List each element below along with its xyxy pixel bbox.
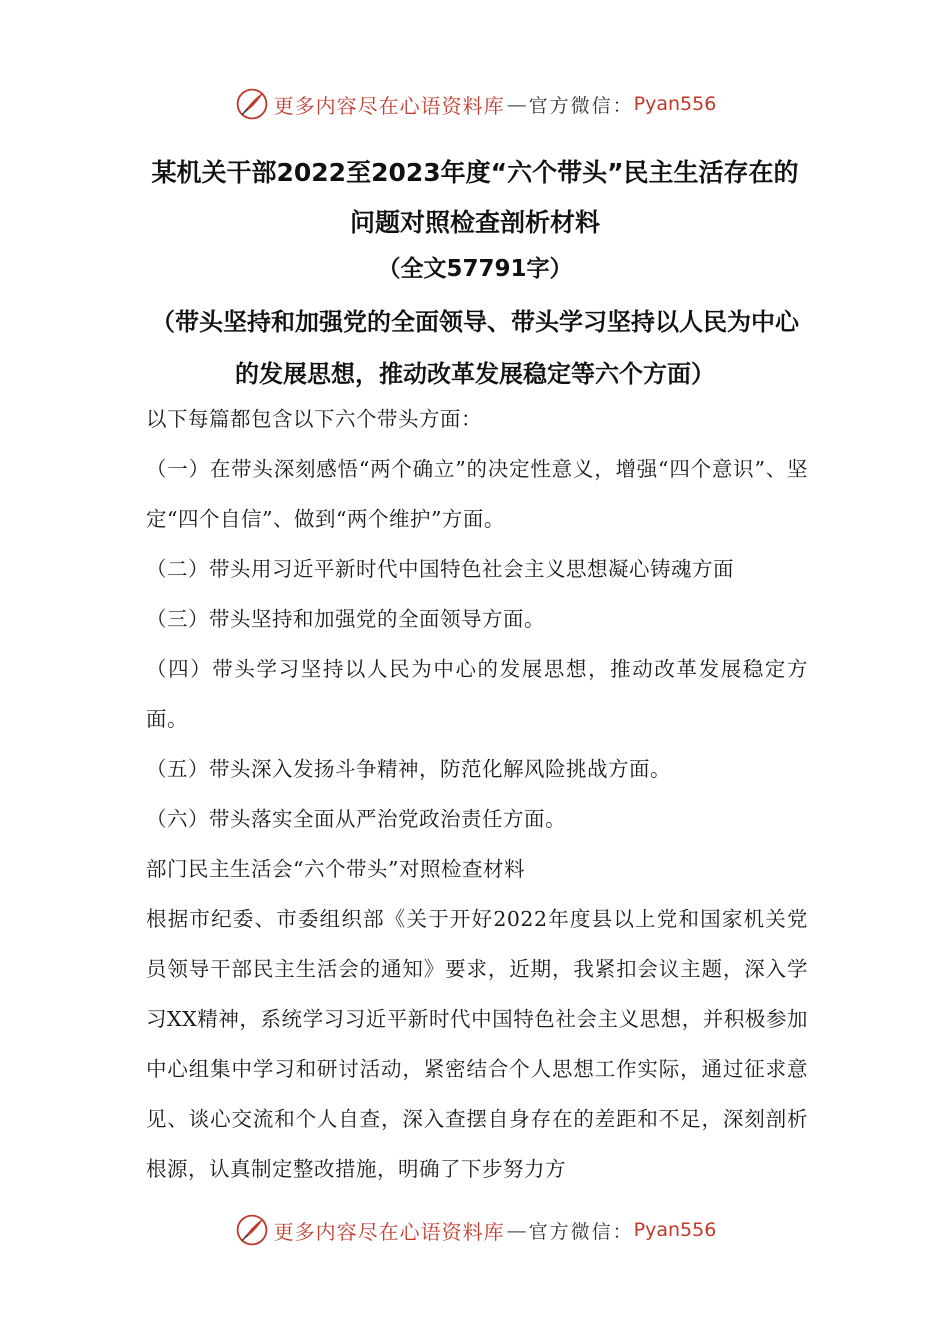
- word-count: （全文57791字）: [377, 256, 573, 282]
- quill-logo-icon: [234, 86, 270, 122]
- quill-logo-icon: [234, 1212, 270, 1248]
- list-item: （二）带头用习近平新时代中国特色社会主义思想凝心铸魂方面: [146, 557, 734, 581]
- footer-banner: [0, 1210, 950, 1250]
- banner-wechat-label: 官方微信：: [528, 1220, 634, 1243]
- document-title: 某机关干部2022至2023年度“六个带头”民主生活存在的问题对照检查剖析材料: [151, 158, 799, 237]
- banner-wechat-label: 官方微信：: [528, 94, 634, 117]
- intro-line: 以下每篇都包含以下六个带头方面：: [146, 407, 482, 431]
- list-item: （三）带头坚持和加强党的全面领导方面。: [146, 607, 545, 631]
- banner-wechat-id: Pyan556: [633, 93, 717, 115]
- header-banner: [0, 84, 950, 124]
- banner-dash: —: [506, 92, 527, 116]
- banner-wechat-id: Pyan556: [633, 1219, 717, 1241]
- list-item: （六）带头落实全面从严治党政治责任方面。: [146, 807, 566, 831]
- document-subtitle: （带头坚持和加强党的全面领导、带头学习坚持以人民为中心的发展思想，推动改革发展稳定等六个方面）: [151, 308, 799, 388]
- section-title: 部门民主生活会“六个带头”对照检查材料: [146, 857, 525, 881]
- list-item: （一）在带头深刻感悟“两个确立”的决定性意义，增强“四个意识”、坚定“四个自信”、做到“两个维护”方面。: [146, 457, 808, 531]
- banner-brand: 更多内容尽在心语资料库: [273, 93, 505, 118]
- body-paragraph: 根据市纪委、市委组织部《关于开好2022年度县以上党和国家机关党员领导干部民主生活会的通知》要求，近期，我紧扣会议主题，深入学习XX精神，系统学习习近平新时代中国特色社会主义思想，并积极参加中心组集中学习和研讨活动，紧密结合个人思想工作实际，通过征求意见、谈心交流和个人自查，深入查摆自身存在的差距和不足，深刻剖析根源，认真制定整改措施，明确了下步努力方: [146, 907, 808, 1181]
- banner-brand: 更多内容尽在心语资料库: [273, 1219, 505, 1244]
- list-item: （五）带头深入发扬斗争精神，防范化解风险挑战方面。: [146, 757, 671, 781]
- list-item: （四）带头学习坚持以人民为中心的发展思想，推动改革发展稳定方面。: [146, 657, 808, 731]
- banner-dash: —: [506, 1218, 527, 1242]
- document-body: [146, 394, 808, 1194]
